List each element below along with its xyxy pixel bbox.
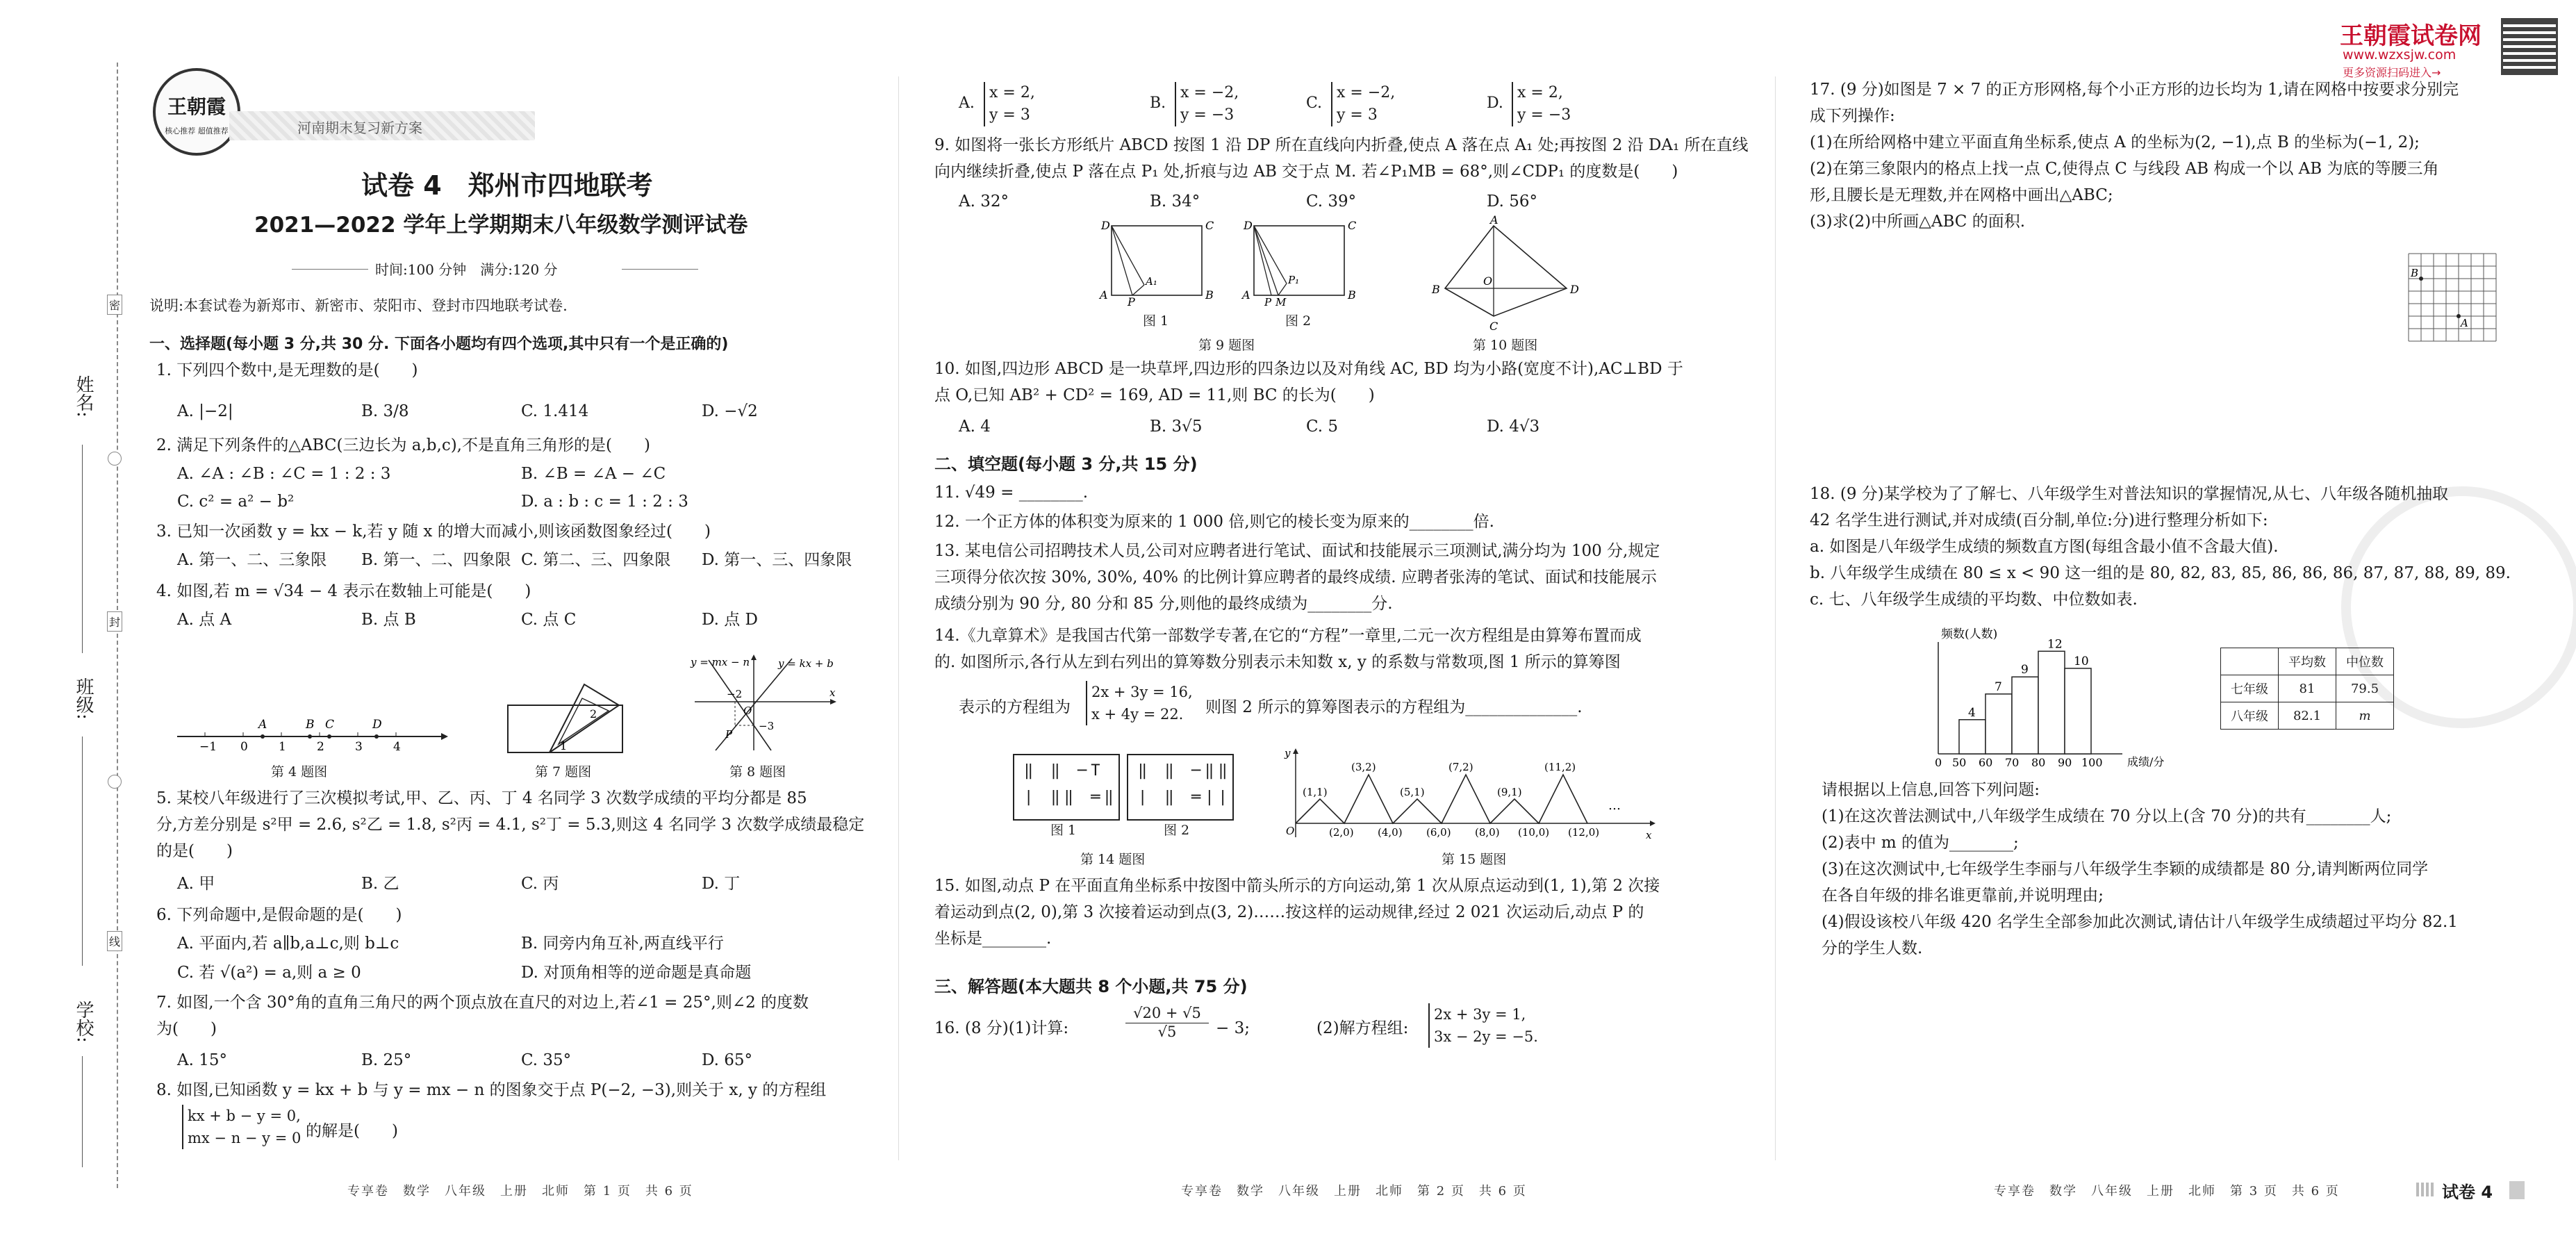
question-14: 14.《九章算术》是我国古代第一部数学专著,在它的“方程”一章里,二元一次方程组是由算筹布置而成 的. 如图所示,各行从左到右列出的算筹数分别表示未知数 x, y 的系数与常数项,图 1 所示的算筹图	[934, 627, 1642, 671]
point-b-label: B	[306, 718, 315, 732]
table-cell: 79.5	[2336, 675, 2394, 702]
logo-sub: 核心推荐 超值推荐	[165, 126, 229, 135]
fig9-2-C: C	[1348, 219, 1357, 232]
base-label: (12,0)	[1568, 826, 1600, 839]
q8-system	[182, 1105, 301, 1149]
figure-14-caption: 第 14 题图	[1080, 852, 1146, 867]
minus2-label: −2	[727, 688, 743, 700]
hist-tick-label: 60	[1979, 756, 1993, 769]
figure-4-caption: 第 4 题图	[271, 764, 328, 780]
hist-tick-label: 100	[2081, 756, 2103, 769]
minus3-label: −3	[759, 720, 775, 732]
question-4: 4. 如图,若 m = √34 − 4 表示在数轴上可能是( )	[156, 582, 531, 600]
grid-lines	[2409, 254, 2496, 341]
peak-label: (11,2)	[1544, 761, 1576, 773]
figure-15-path	[1282, 747, 1657, 844]
paper-tag-bar	[2509, 1181, 2525, 1199]
question-18-subquestions: 请根据以上信息,回答下列问题: (1)在这次普法测试中,八年级学生成绩在 70 分以上(含 70 分)的共有________人; (2)表中 m 的值为________; (3)在这次测试中,七年级学生李丽与八年级学生李颖的成绩都是 80 分,请判断两位同学 在各自年级的排名谁更靠前,并说明理由; (4)假设该校八年级 420 名学生全部参加此次测试,请估计八年级学生成绩超过平均分 82.1 分的学生人数.	[1822, 781, 2458, 957]
q9-option-a[interactable]: A. 32°	[959, 192, 1009, 211]
figure-9-fold-2	[1237, 215, 1362, 306]
hist-bar-value: 7	[1995, 680, 2002, 694]
figure-7-ruler-triangle	[504, 677, 629, 757]
q6-option-a[interactable]: A. 平面内,若 a∥b,a⊥c,则 b⊥c	[177, 935, 399, 953]
qr-code-icon[interactable]	[2501, 18, 2558, 75]
base-label: (2,0)	[1329, 826, 1354, 839]
y-axis-label: y	[1285, 747, 1291, 759]
hist-bar	[2065, 668, 2091, 754]
q7-option-d[interactable]: D. 65°	[702, 1051, 753, 1069]
figure-14-1-caption: 图 1	[1050, 823, 1077, 838]
q5-option-b[interactable]: B. 乙	[361, 875, 399, 893]
q4-option-b[interactable]: B. 点 B	[361, 611, 416, 629]
figure-4-number-line	[174, 702, 452, 750]
q9-option-c[interactable]: C. 39°	[1306, 192, 1357, 211]
q1-option-a[interactable]: A. |−2|	[177, 402, 233, 420]
hist-tick-label: 80	[2031, 756, 2046, 769]
q2-option-d[interactable]: D. a : b : c = 1 : 2 : 3	[521, 493, 688, 511]
q4-option-c[interactable]: C. 点 C	[521, 611, 577, 629]
q8-a-y: y = 3	[989, 106, 1030, 124]
q5-option-c[interactable]: C. 丙	[521, 875, 559, 893]
figure-14-2-caption: 图 2	[1164, 823, 1190, 838]
figure-18-table	[2220, 648, 2394, 730]
question-18: 18. (9 分)某学校为了了解七、八年级学生对普法知识的掌握情况,从七、八年级各随机抽取 42 名学生进行测试,并对成绩(百分制,单位:分)进行整理分析如下: a. 如图是八年级学生成绩的频数直方图(每组含最小值不含最大值). b. 八年级学生成绩在 80 ≤ x < 90 这一组的是 80, 82, 83, 85, 86, 86, 86, 87, 87, 88, 89, 89. c. 七、八年级学生成绩的平均数、中位数如表.	[1810, 485, 2511, 609]
origin-label: O	[1286, 825, 1295, 837]
peak-label: (7,2)	[1448, 761, 1473, 773]
page-divider-1	[898, 76, 899, 1160]
angle-2-label: 2	[590, 707, 597, 721]
base-label: (10,0)	[1518, 826, 1550, 839]
question-7: 7. 如图,一个含 30°角的直角三角尺的两个顶点放在直尺的对边上,若∠1 = 25°,则∠2 的度数 为( )	[156, 994, 809, 1038]
q8-d-system	[1512, 82, 1571, 126]
question-13: 13. 某电信公司招聘技术人员,公司对应聘者进行笔试、面试和技能展示三项测试,满分均为 100 分,规定 三项得分依次按 30%, 30%, 40% 的比例计算应聘者的最终成绩. 应聘者张涛的笔试、面试和技能展示 成绩分别为 90 分, 80 分和 85 分,则他的最终成绩为________分.	[934, 542, 1660, 613]
hist-ylabel: 频数(人数)	[1941, 627, 1998, 641]
section-1-heading: 一、选择题(每小题 3 分,共 30 分. 下面各小题均有四个选项,其中只有一个是正确的)	[149, 336, 729, 353]
fig9-1-A1: A₁	[1146, 275, 1157, 288]
rods-row: ‖ ‖ ─T	[1024, 762, 1105, 780]
table-header-row	[2221, 648, 2394, 675]
brand-url: www.wzxsjw.com	[2343, 47, 2457, 63]
q8-d-x: x = 2,	[1517, 84, 1563, 101]
exam-note: 说明:本套试卷为新郑市、新密市、荥阳市、登封市四地联考试卷.	[149, 297, 568, 314]
exam-subtitle: 2021—2022 学年上学期期末八年级数学测评试卷	[254, 213, 748, 238]
table-cell: 七年级	[2221, 675, 2279, 702]
section-2-heading: 二、填空题(每小题 3 分,共 15 分)	[934, 454, 1198, 474]
class-blank[interactable]	[82, 736, 83, 966]
hist-bar	[1959, 720, 1985, 754]
school-label: 学校:	[73, 1001, 94, 1043]
peak-label: (5,1)	[1400, 786, 1425, 798]
q10-option-c[interactable]: C. 5	[1306, 418, 1339, 436]
hist-bar	[1985, 694, 2012, 754]
question-17: 17. (9 分)如图是 7 × 7 的正方形网格,每个小正方形的边长均为 1,请在网格中按要求分别完 成下列操作: (1)在所给网格中建立平面直角坐标系,使点 A 的坐标为(2, −1),点 B 的坐标为(−1, 2); (2)在第三象限内的格点上找一点 C,使得点 C 与线段 AB 构成一个以 AB 为底的等腰三角 形,且腰长是无理数,并在网格中画出△ABC; (3)求(2)中所画△ABC 的面积.	[1810, 81, 2459, 231]
q10-option-d[interactable]: D. 4√3	[1487, 418, 1540, 436]
table-row	[2221, 702, 2394, 730]
hist-tick-label: 0	[1935, 756, 1942, 769]
q5-option-d[interactable]: D. 丁	[702, 875, 741, 893]
figure-15-caption: 第 15 题图	[1442, 852, 1507, 867]
q2-option-a[interactable]: A. ∠A : ∠B : ∠C = 1 : 2 : 3	[177, 465, 391, 483]
fig10-O: O	[1483, 274, 1493, 288]
figure-18-histogram	[1917, 625, 2181, 771]
q8-b-system	[1175, 82, 1239, 126]
rods-row: | ‖ ═||	[1138, 789, 1232, 806]
base-label: (6,0)	[1426, 826, 1451, 839]
table-row	[2221, 675, 2394, 702]
tick-label: 1	[279, 740, 286, 750]
page-divider-2	[1775, 76, 1776, 1160]
q14-system	[1086, 681, 1193, 725]
q8-b-x: x = −2,	[1180, 84, 1239, 101]
q9-option-d[interactable]: D. 56°	[1487, 192, 1538, 211]
base-label: (8,0)	[1475, 826, 1500, 839]
point-a-label: A	[258, 718, 267, 732]
q16-denominator: √5	[1157, 1023, 1177, 1040]
fig9-1-B: B	[1205, 288, 1214, 302]
question-11: 11. √49 = ________.	[934, 484, 1089, 502]
figure-17-grid	[2405, 250, 2502, 368]
q16-fraction	[1125, 1005, 1209, 1040]
q14-eq-1: 2x + 3y = 16,	[1091, 684, 1193, 700]
seal-mark-1: 密	[107, 295, 122, 315]
q8-c-y: y = 3	[1337, 106, 1378, 124]
table-cell	[2221, 648, 2279, 675]
figure-14-rods-1	[1013, 754, 1120, 821]
paper-tag-icon	[2416, 1183, 2434, 1196]
fig10-C: C	[1489, 320, 1498, 333]
grid-point-b: B	[2411, 267, 2419, 279]
q6-option-d[interactable]: D. 对顶角相等的逆命题是真命题	[521, 964, 752, 982]
figure-9-2-caption: 图 2	[1285, 313, 1312, 329]
q3-option-b[interactable]: B. 第一、二、四象限	[361, 551, 511, 569]
tick-label: 4	[393, 740, 401, 750]
peak-label: (1,1)	[1303, 786, 1328, 798]
name-blank[interactable]	[82, 445, 83, 653]
point-c-label: C	[325, 718, 335, 732]
peak-label: (3,2)	[1351, 761, 1376, 773]
base-label: (4,0)	[1378, 826, 1403, 839]
seal-circle-1	[108, 452, 122, 466]
q3-option-a[interactable]: A. 第一、二、三象限	[177, 551, 327, 569]
figure-10-caption: 第 10 题图	[1473, 338, 1538, 353]
figure-8-graph	[688, 653, 841, 754]
fig9-2-M: M	[1275, 296, 1287, 306]
q16-system	[1428, 1003, 1538, 1048]
brand-tip: 更多资源扫码进入→	[2343, 66, 2441, 79]
rods-row: | ‖‖ ═‖	[1024, 789, 1118, 806]
banner-text: 河南期末复习新方案	[297, 120, 422, 136]
logo-badge	[153, 68, 240, 156]
tick-label: 0	[240, 740, 248, 750]
tick-label: −1	[199, 740, 217, 750]
page-3-footer: 专享卷 数学 八年级 上册 北师 第 3 页 共 6 页	[1994, 1184, 2340, 1199]
hist-tick-label: 90	[2058, 756, 2072, 769]
seal-mark-2: 封	[107, 611, 122, 632]
q16-eq-2: 3x − 2y = −5.	[1434, 1028, 1538, 1045]
brand-name: 王朝霞试卷网	[2340, 22, 2482, 50]
peak-label: (9,1)	[1497, 786, 1522, 798]
fig9-1-D: D	[1101, 219, 1110, 232]
angle-1-label: 1	[560, 739, 568, 752]
q8-d-y: y = −3	[1517, 106, 1571, 124]
q3-option-d[interactable]: D. 第一、三、四象限	[702, 551, 852, 569]
table-cell: m	[2336, 702, 2394, 730]
q5-option-a[interactable]: A. 甲	[177, 875, 215, 893]
q8-d-letter: D.	[1487, 94, 1503, 112]
tick-label: 3	[355, 740, 363, 750]
question-1: 1. 下列四个数中,是无理数的是( )	[156, 361, 418, 379]
hist-bar-value: 4	[1968, 705, 1976, 720]
figure-7-caption: 第 7 题图	[535, 764, 592, 780]
class-label: 班级:	[73, 677, 94, 720]
q16-tail: − 3;	[1216, 1019, 1250, 1037]
ellipsis: …	[1608, 798, 1621, 813]
q3-option-c[interactable]: C. 第二、三、四象限	[521, 551, 671, 569]
fig9-2-P1: P₁	[1288, 274, 1300, 286]
x-axis-label: x	[1646, 829, 1652, 841]
q8-a-letter: A.	[959, 94, 975, 112]
hist-tick-label: 70	[2005, 756, 2020, 769]
q7-option-a[interactable]: A. 15°	[177, 1051, 227, 1069]
hist-bar	[2012, 677, 2038, 754]
section-3-heading: 三、解答题(本大题共 8 个小题,共 75 分)	[934, 977, 1248, 996]
paper-tag: 试卷 4	[2442, 1183, 2493, 1202]
q7-option-c[interactable]: C. 35°	[521, 1051, 572, 1069]
table-cell: 81	[2279, 675, 2336, 702]
point-d-label: D	[372, 718, 382, 732]
school-blank[interactable]	[82, 1056, 83, 1167]
figure-9-caption: 第 9 题图	[1198, 338, 1255, 353]
q8-eq-2: mx − n − y = 0	[188, 1130, 302, 1146]
page-2-footer: 专享卷 数学 八年级 上册 北师 第 2 页 共 6 页	[1181, 1184, 1527, 1199]
question-12: 12. 一个正方体的体积变为原来的 1 000 倍,则它的棱长变为原来的________倍.	[934, 513, 1494, 531]
table-cell: 中位数	[2336, 648, 2394, 675]
q8-eq-1: kx + b − y = 0,	[188, 1108, 301, 1124]
question-6: 6. 下列命题中,是假命题的是( )	[156, 906, 402, 924]
question-16-part-2: (2)解方程组:	[1316, 1019, 1409, 1037]
figure-8-caption: 第 8 题图	[729, 764, 786, 780]
hist-bar-value: 10	[2074, 654, 2089, 668]
question-2: 2. 满足下列条件的△ABC(三边长为 a,b,c),不是直角三角形的是( )	[156, 436, 650, 454]
q14-prefix: 表示的方程组为	[959, 698, 1071, 716]
seal-mark-3: 线	[107, 931, 122, 951]
page-1-footer: 专享卷 数学 八年级 上册 北师 第 1 页 共 6 页	[347, 1184, 693, 1199]
q8-c-x: x = −2,	[1337, 84, 1396, 101]
tick-label: 2	[317, 740, 324, 750]
exam-title: 试卷 4 郑州市四地联考	[361, 170, 653, 201]
fig9-1-C: C	[1205, 219, 1214, 232]
q10-option-a[interactable]: A. 4	[959, 418, 991, 436]
seal-circle-2	[108, 775, 122, 789]
x-axis-label: x	[829, 686, 836, 699]
q16-numerator: √20 + √5	[1125, 1005, 1209, 1023]
q1-option-c[interactable]: C. 1.414	[521, 402, 589, 420]
q7-option-b[interactable]: B. 25°	[361, 1051, 412, 1069]
q14-tail: 则图 2 所示的算筹图表示的方程组为______________.	[1205, 698, 1583, 716]
q6-option-b[interactable]: B. 同旁内角互补,两直线平行	[521, 935, 724, 953]
time-line-right	[622, 269, 698, 270]
name-label: 姓名:	[73, 375, 94, 418]
line-2-label: y = kx + b	[778, 657, 834, 670]
q8-b-letter: B.	[1150, 94, 1166, 112]
figure-10-quad	[1428, 215, 1580, 334]
q2-option-b[interactable]: B. ∠B = ∠A − ∠C	[521, 465, 666, 483]
q1-option-d[interactable]: D. −√2	[702, 402, 758, 420]
exam-time: 时间:100 分钟 满分:120 分	[375, 261, 558, 278]
q16-eq-1: 2x + 3y = 1,	[1434, 1006, 1526, 1023]
fig9-2-D: D	[1244, 219, 1253, 232]
q8-tail: 的解是( )	[306, 1122, 398, 1140]
hist-tick-label: 50	[1952, 756, 1967, 769]
hist-bar-value: 9	[2021, 663, 2029, 677]
figure-9-fold-1	[1094, 215, 1219, 306]
p-label: P	[725, 728, 733, 741]
time-line-left	[292, 269, 368, 270]
q8-b-y: y = −3	[1180, 106, 1235, 124]
fig9-1-A: A	[1100, 288, 1108, 302]
q10-option-b[interactable]: B. 3√5	[1150, 418, 1203, 436]
fig9-2-B: B	[1348, 288, 1356, 302]
line-1-label: y = mx − n	[691, 656, 750, 668]
fig10-B: B	[1432, 283, 1440, 296]
table-cell: 八年级	[2221, 702, 2279, 730]
q8-a-x: x = 2,	[989, 84, 1035, 101]
question-5: 5. 某校八年级进行了三次模拟考试,甲、乙、丙、丁 4 名同学 3 次数学成绩的平均分都是 85 分,方差分别是 s²甲 = 2.6, s²乙 = 1.8, s²丙 = 4.1, s²丁 = 5.3,则这 4 名同学 3 次数学成绩最稳定 的是( )	[156, 789, 865, 860]
table-cell: 82.1	[2279, 702, 2336, 730]
question-3: 3. 已知一次函数 y = kx − k,若 y 随 x 的增大而减小,则该函数图象经过( )	[156, 522, 711, 541]
q14-eq-2: x + 4y = 22.	[1091, 706, 1184, 723]
header-banner	[229, 111, 535, 140]
q4-option-d[interactable]: D. 点 D	[702, 611, 758, 629]
fig10-A: A	[1490, 215, 1498, 227]
q4-option-a[interactable]: A. 点 A	[177, 611, 232, 629]
figure-9-1-caption: 图 1	[1143, 313, 1169, 329]
question-10: 10. 如图,四边形 ABCD 是一块草坪,四边形的四条边以及对角线 AC, BD 均为小路(宽度不计),AC⊥BD 于 点 O,已知 AB² + CD² = 169, AD = 11,则 BC 的长为( )	[934, 360, 1683, 404]
fig10-D: D	[1570, 283, 1579, 296]
question-16-part-1: 16. (8 分)(1)计算:	[934, 1019, 1069, 1037]
table-cell: 平均数	[2279, 648, 2336, 675]
q9-option-b[interactable]: B. 34°	[1150, 192, 1200, 211]
hist-bar	[2038, 651, 2065, 754]
question-8: 8. 如图,已知函数 y = kx + b 与 y = mx − n 的图象交于点 P(−2, −3),则关于 x, y 的方程组	[156, 1081, 827, 1099]
fig9-2-P: P	[1264, 296, 1272, 306]
fig9-1-P: P	[1128, 295, 1135, 306]
question-15: 15. 如图,动点 P 在平面直角坐标系中按图中箭头所示的方向运动,第 1 次从原点运动到(1, 1),第 2 次接 着运动到点(2, 0),第 3 次接着运动到点(3, 2)……按这样的运动规律,经过 2 021 次运动后,动点 P 的 坐标是________.	[934, 877, 1660, 948]
figure-14-rods-2	[1127, 754, 1234, 821]
q8-c-letter: C.	[1306, 94, 1323, 112]
grid-point-a: A	[2461, 317, 2468, 329]
rods-row: ‖ ‖ ─‖‖	[1138, 762, 1232, 780]
q6-option-c[interactable]: C. 若 √(a²) = a,则 a ≥ 0	[177, 964, 361, 982]
origin-label: O	[743, 705, 752, 717]
q1-option-b[interactable]: B. 3/8	[361, 402, 409, 420]
question-9: 9. 如图将一张长方形纸片 ABCD 按图 1 沿 DP 所在直线向内折叠,使点 A 落在点 A₁ 处;再按图 2 沿 DA₁ 所在直线 向内继续折叠,使点 P 落在点 P₁ 处,折痕与边 AB 交于点 M. 若∠P₁MB = 68°,则∠CDP₁ 的度数是( )	[934, 136, 1749, 181]
q8-a-system	[984, 82, 1035, 126]
hist-bar-value: 12	[2047, 637, 2063, 652]
logo-text: 王朝霞	[167, 95, 226, 118]
hist-xlabel: 成绩/分	[2127, 755, 2165, 768]
q8-c-system	[1331, 82, 1395, 126]
q2-option-c[interactable]: C. c² = a² − b²	[177, 493, 295, 511]
fig9-2-A: A	[1242, 288, 1250, 302]
